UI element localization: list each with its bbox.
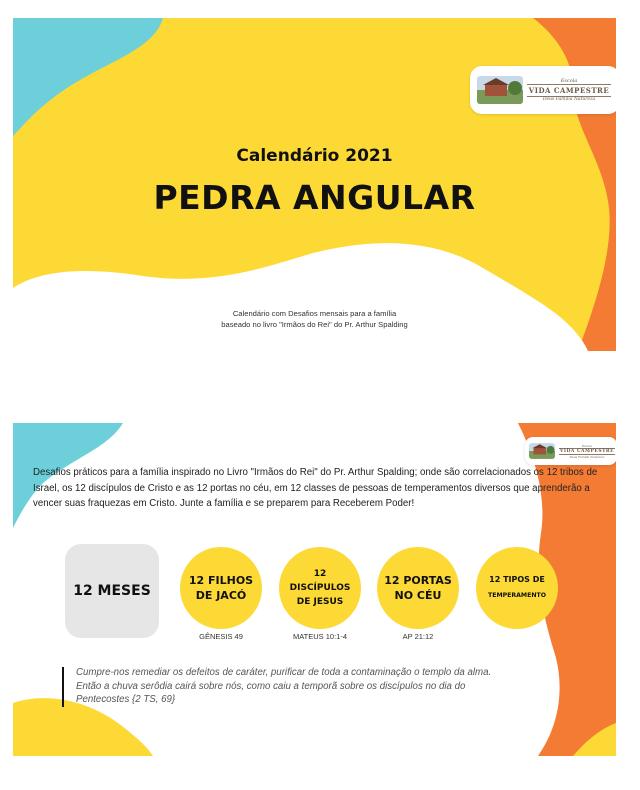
quote-line: Cumpre-nos remediar os defeitos de caráter, purificar de toda a contaminação o templo da alma. xyxy=(76,667,492,678)
overview-page xyxy=(13,423,616,756)
description-line: Calendário com Desafios mensais para a família xyxy=(232,309,397,318)
cover-page xyxy=(13,18,616,351)
logo-name: VIDA CAMPESTRE xyxy=(528,86,610,95)
reference-matthew: MATEUS 10:1-4 xyxy=(292,632,348,641)
circle-label: TEMPERAMENTO xyxy=(488,592,546,599)
reference-genesis: GÊNESIS 49 xyxy=(199,632,243,641)
circle-label: 12 TIPOS DE xyxy=(489,575,545,584)
cover-description xyxy=(13,308,616,330)
circle-label: DE JACÓ xyxy=(195,589,247,602)
quote-line: Então a chuva serôdia cairá sobre nós, como caiu a temporã sobre os discípulos no dia do xyxy=(76,680,466,692)
months-box: 12 MESES xyxy=(65,544,159,638)
circle-label: DISCÍPULOS xyxy=(289,583,351,593)
quote-line: Pentecostes {2 TS, 69} xyxy=(76,694,176,705)
circle-label: 12 FILHOS xyxy=(188,574,254,587)
logo-tagline: Deus Família Natureza xyxy=(569,454,605,459)
logo-name: VIDA CAMPESTRE xyxy=(559,448,615,454)
circle-temperaments xyxy=(476,547,558,629)
circle-label: 12 xyxy=(313,569,327,579)
circle-label: NO CÉU xyxy=(394,589,442,602)
logo-tagline: Deus Família Natureza xyxy=(542,97,596,102)
circle-gates-of-heaven xyxy=(377,547,459,629)
reference-revelation: AP 21:12 xyxy=(402,632,434,641)
description-line: baseado no livro "Irmãos do Rei" do Pr. Arthur Spalding xyxy=(221,320,408,329)
circle-label: 12 PORTAS xyxy=(384,574,452,587)
quote-bar xyxy=(62,667,64,707)
school-logo-small xyxy=(525,437,616,465)
school-photo xyxy=(477,76,523,104)
quote xyxy=(76,666,576,707)
main-title: PEDRA ANGULAR xyxy=(153,178,476,217)
logo-small-text: Escola xyxy=(560,78,578,84)
school-photo xyxy=(529,443,555,459)
circle-disciples xyxy=(279,547,361,629)
circle-sons-of-jacob xyxy=(180,547,262,629)
calendar-year-title: Calendário 2021 xyxy=(236,146,393,166)
school-logo xyxy=(470,66,616,114)
intro-paragraph: Desafios práticos para a família inspirado no Livro "Irmãos do Rei" do Pr. Arthur Spalding; onde são correlacionados os 12 tribos de Israel, os 12 discípulos de Cristo e as 12 portas no céu, em 12 classes de pessoas de temperamentos diversos que aprenderão a vencer suas fraquezas em Cristo. Junte a família e se preparem para Receberem Poder! xyxy=(33,467,598,509)
circle-label: DE JESUS xyxy=(296,597,344,607)
logo-small-text: Escola xyxy=(582,443,592,448)
